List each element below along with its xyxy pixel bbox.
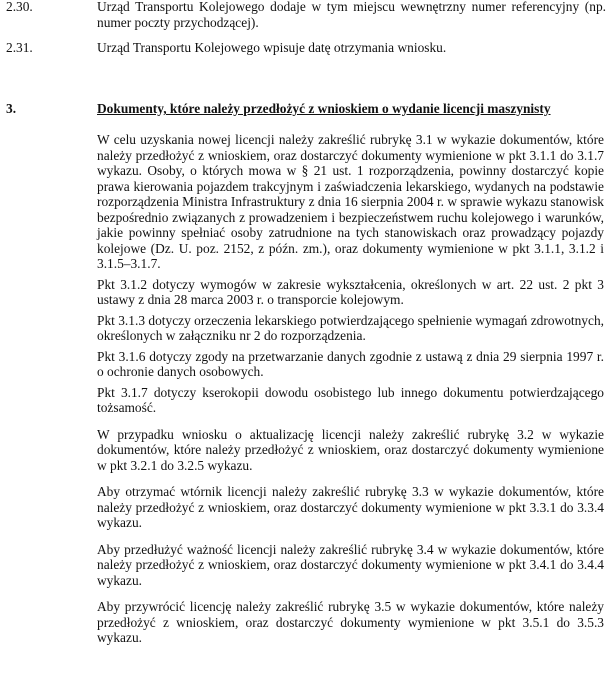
section-title: Dokumenty, które należy przedłożyć z wnioskiem o wydanie licencji maszynisty <box>97 101 551 116</box>
item-number: 2.30. <box>6 0 33 14</box>
paragraph-3-1-7: Pkt 3.1.7 dotyczy kserokopii dowodu osobistego lub innego dokumentu potwierdzającego tożsamość. <box>97 384 604 415</box>
item-2-31 <box>6 40 606 56</box>
paragraph-restore-licence: Aby przywrócić licencję należy zakreślić rubrykę 3.5 w wykazie dokumentów, które należy przedłożyć z wnioskiem, oraz dostarczyć dokumenty wymienione w pkt 3.5.1 do 3.5.3 wykazu. <box>97 599 604 645</box>
item-number: 2.31. <box>6 40 33 55</box>
section-heading <box>6 101 606 117</box>
paragraph-update-licence: W przypadku wniosku o aktualizację licencji należy zakreślić rubrykę 3.2 w wykazie dokumentów, które należy przedłożyć z wnioskiem, oraz dostarczyć dokumenty wymienione w pkt 3.2.1 do 3.2.5 wykazu. <box>97 426 604 473</box>
paragraph-3-1-6: Pkt 3.1.6 dotyczy zgody na przetwarzanie danych zgodnie z ustawą z dnia 29 sierpnia 1997 r. o ochronie danych osobowych. <box>97 348 604 379</box>
paragraph-3-1-3: Pkt 3.1.3 dotyczy orzeczenia lekarskiego potwierdzającego spełnienie wymagań zdrowotnych, określonych w załączniku nr 2 do rozporządzenia. <box>97 312 604 343</box>
paragraph-extend-licence: Aby przedłużyć ważność licencji należy zakreślić rubrykę 3.4 w wykazie dokumentów, które należy przedłożyć z wnioskiem, oraz dostarczyć dokumenty wymienione w pkt 3.4.1 do 3.4.4 wykazu. <box>97 541 604 588</box>
section-number: 3. <box>6 101 17 116</box>
item-text: Urząd Transportu Kolejowego wpisuje datę otrzymania wniosku. <box>97 40 447 55</box>
paragraph-duplicate-licence: Aby otrzymać wtórnik licencji należy zakreślić rubrykę 3.3 w wykazie dokumentów, które należy przedłożyć z wnioskiem, oraz dostarczyć dokumenty wymienione w pkt 3.3.1 do 3.3.4 wykazu. <box>97 484 604 530</box>
item-2-30 <box>6 0 606 30</box>
section-body <box>97 132 604 651</box>
paragraph-new-licence: W celu uzyskania nowej licencji należy zakreślić rubrykę 3.1 w wykazie dokumentów, które należy przedłożyć z wnioskiem, oraz dostarczyć dokumenty wymienione w pkt 3.1.1 do 3.1.7 wykazu. Osoby, o których mowa w § 21 ust. 1 rozporządzenia, powinny dostarczyć kopie prawa kierowania pojazdem trakcyjnym i zaświadczenia lekarskiego, wydanych na podstawie rozporządzenia Ministra Infrastruktury z dnia 16 sierpnia 2004 r. w sprawie wykazu stanowisk bezpośrednio związanych z prowadzeniem i bezpieczeństwem ruchu kolejowego i warunków, jakie powinny spełniać osoby zatrudnione na tych stanowiskach oraz prowadzący pojazdy kolejowe (Dz. U. poz. 2152, z późn. zm.), oraz dokumenty wymienione w pkt 3.1.1, 3.1.2 i 3.1.5–3.1.7. <box>97 132 604 271</box>
item-text: Urząd Transportu Kolejowego dodaje w tym miejscu wewnętrzny numer referencyjny (np. numer poczty przychodzącej). <box>97 0 606 30</box>
paragraph-3-1-2: Pkt 3.1.2 dotyczy wymogów w zakresie wykształcenia, określonych w art. 22 ust. 2 pkt 3 ustawy z dnia 28 marca 2003 r. o transporcie kolejowym. <box>97 276 604 307</box>
